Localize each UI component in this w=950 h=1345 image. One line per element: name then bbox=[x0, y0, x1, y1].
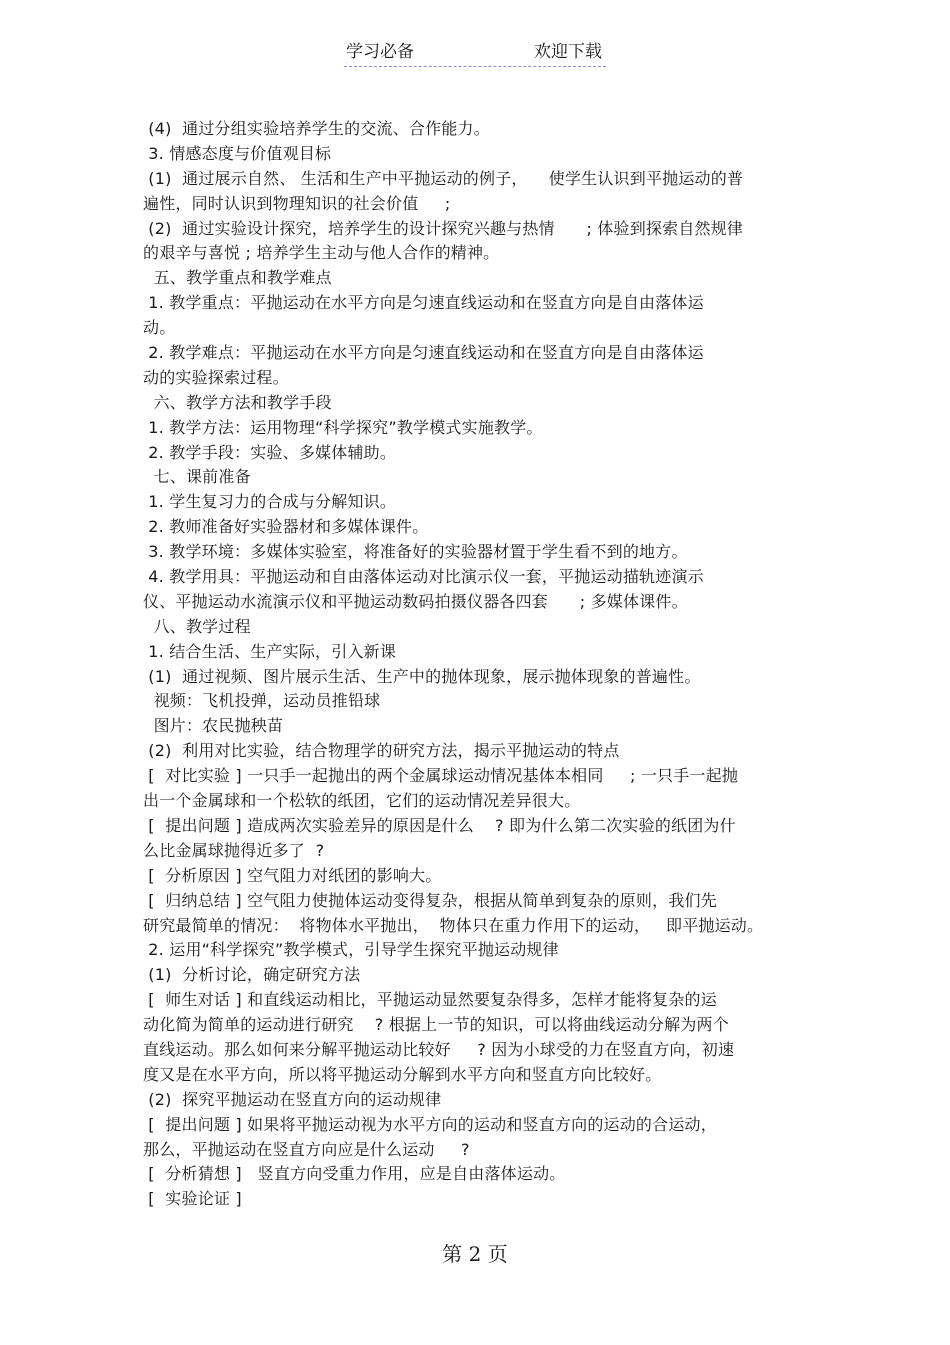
text-line: 出一个金属球和一个松软的纸团，它们的运动情况差异很大。 bbox=[143, 791, 581, 811]
text-line: 五、教学重点和教学难点 bbox=[143, 268, 332, 288]
text-line: [ 分析原因 ] 空气阻力对纸团的影响大。 bbox=[143, 865, 442, 885]
text-line: 么比金属球抛得近多了 ? bbox=[143, 840, 325, 860]
text-line: 七、课前准备 bbox=[143, 467, 251, 487]
text-line: (4) 通过分组实验培养学生的交流、合作能力。 bbox=[143, 119, 490, 138]
text-line: [ 实验论证 ] bbox=[143, 1189, 242, 1209]
text-line: (1) 分析讨论，确定研究方法 bbox=[143, 965, 361, 985]
text-line: 动的实验探索过程。 bbox=[143, 367, 289, 387]
text-line: 六、教学方法和教学手段 bbox=[143, 392, 332, 412]
page-number: 第 2 页 bbox=[442, 1242, 508, 1266]
text-line: [ 分析猜想 ] 竖直方向受重力作用，应是自由落体运动。 bbox=[143, 1164, 566, 1184]
text-line: 3. 教学环境：多媒体实验室，将准备好的实验器材置于学生看不到的地方。 bbox=[143, 542, 688, 562]
text-line: 研究最简单的情况： 将物体水平抛出， 物体只在重力作用下的运动， 即平抛运动。 bbox=[143, 915, 764, 935]
text-line: 动。 bbox=[143, 318, 176, 338]
text-line: 视频：飞机投弹，运动员推铅球 bbox=[143, 691, 381, 711]
text-line: 的艰辛与喜悦 ; 培养学生主动与他人合作的精神。 bbox=[143, 243, 500, 263]
text-line: (2) 利用对比实验，结合物理学的研究方法，揭示平抛运动的特点 bbox=[143, 741, 620, 761]
text-line: 仪、平抛运动水流演示仪和平抛运动数码拍摄仪器各四套 ; 多媒体课件。 bbox=[143, 591, 688, 611]
text-line: 2. 教学难点：平抛运动在水平方向是匀速直线运动和在竖直方向是自由落体运 bbox=[143, 343, 704, 363]
text-line: 2. 运用“科学探究”教学模式，引导学生探究平抛运动规律 bbox=[143, 940, 559, 960]
text-line: 1. 教学方法：运用物理“科学探究”教学模式实施教学。 bbox=[143, 417, 543, 437]
text-line: 遍性，同时认识到物理知识的社会价值 ; bbox=[143, 193, 451, 213]
text-line: (1) 通过展示自然、 生活和生产中平抛运动的例子， 使学生认识到平抛运动的普 bbox=[143, 168, 744, 188]
text-line: [ 对比实验 ] 一只手一起抛出的两个金属球运动情况基体本相同 ; 一只手一起抛 bbox=[143, 766, 739, 786]
text-line: 3. 情感态度与价值观目标 bbox=[143, 143, 332, 163]
text-line: 八、教学过程 bbox=[143, 616, 251, 636]
text-line: 1. 学生复习力的合成与分解知识。 bbox=[143, 492, 397, 512]
text-line: 1. 结合生活、生产实际，引入新课 bbox=[143, 641, 397, 661]
text-line: (2) 探究平抛运动在竖直方向的运动规律 bbox=[143, 1089, 442, 1109]
text-line: (2) 通过实验设计探究，培养学生的设计探究兴趣与热情 ; 体验到探索自然规律 bbox=[143, 218, 744, 238]
text-line: (1) 通过视频、图片展示生活、生产中的抛体现象，展示抛体现象的普遍性。 bbox=[143, 666, 701, 686]
text-line: 2. 教师准备好实验器材和多媒体课件。 bbox=[143, 517, 429, 537]
header-right-text: 欢迎下载 bbox=[534, 42, 602, 62]
text-line: 那么，平抛运动在竖直方向应是什么运动 ? bbox=[143, 1139, 470, 1159]
text-line: 直线运动。那么如何来分解平抛运动比较好 ? 因为小球受的力在竖直方向，初速 bbox=[143, 1039, 735, 1059]
text-line: 动化简为简单的运动进行研究 ? 根据上一节的知识，可以将曲线运动分解为两个 bbox=[143, 1015, 729, 1035]
text-line: [ 归纳总结 ] 空气阻力使抛体运动变得复杂，根据从简单到复杂的原则，我们先 bbox=[143, 890, 717, 910]
text-line: [ 提出问题 ] 如果将平抛运动视为水平方向的运动和竖直方向的运动的合运动， bbox=[143, 1114, 717, 1134]
text-line: [ 提出问题 ] 造成两次实验差异的原因是什么 ? 即为什么第二次实验的纸团为什 bbox=[143, 815, 736, 835]
document-body bbox=[143, 117, 808, 1212]
text-line: 2. 教学手段：实验、多媒体辅助。 bbox=[143, 442, 397, 462]
header-left-text: 学习必备 bbox=[346, 42, 414, 62]
page-header bbox=[344, 40, 606, 67]
text-line: 1. 教学重点：平抛运动在水平方向是匀速直线运动和在竖直方向是自由落体运 bbox=[143, 293, 704, 313]
text-line: 图片：农民抛秧苗 bbox=[143, 716, 284, 736]
text-line: [ 师生对话 ] 和直线运动相比，平抛运动显然要复杂得多，怎样才能将复杂的运 bbox=[143, 990, 717, 1010]
text-line: 4. 教学用具：平抛运动和自由落体运动对比演示仪一套，平抛运动描轨迹演示 bbox=[143, 567, 704, 587]
text-line: 度又是在水平方向，所以将平抛运动分解到水平方向和竖直方向比较好。 bbox=[143, 1064, 662, 1084]
